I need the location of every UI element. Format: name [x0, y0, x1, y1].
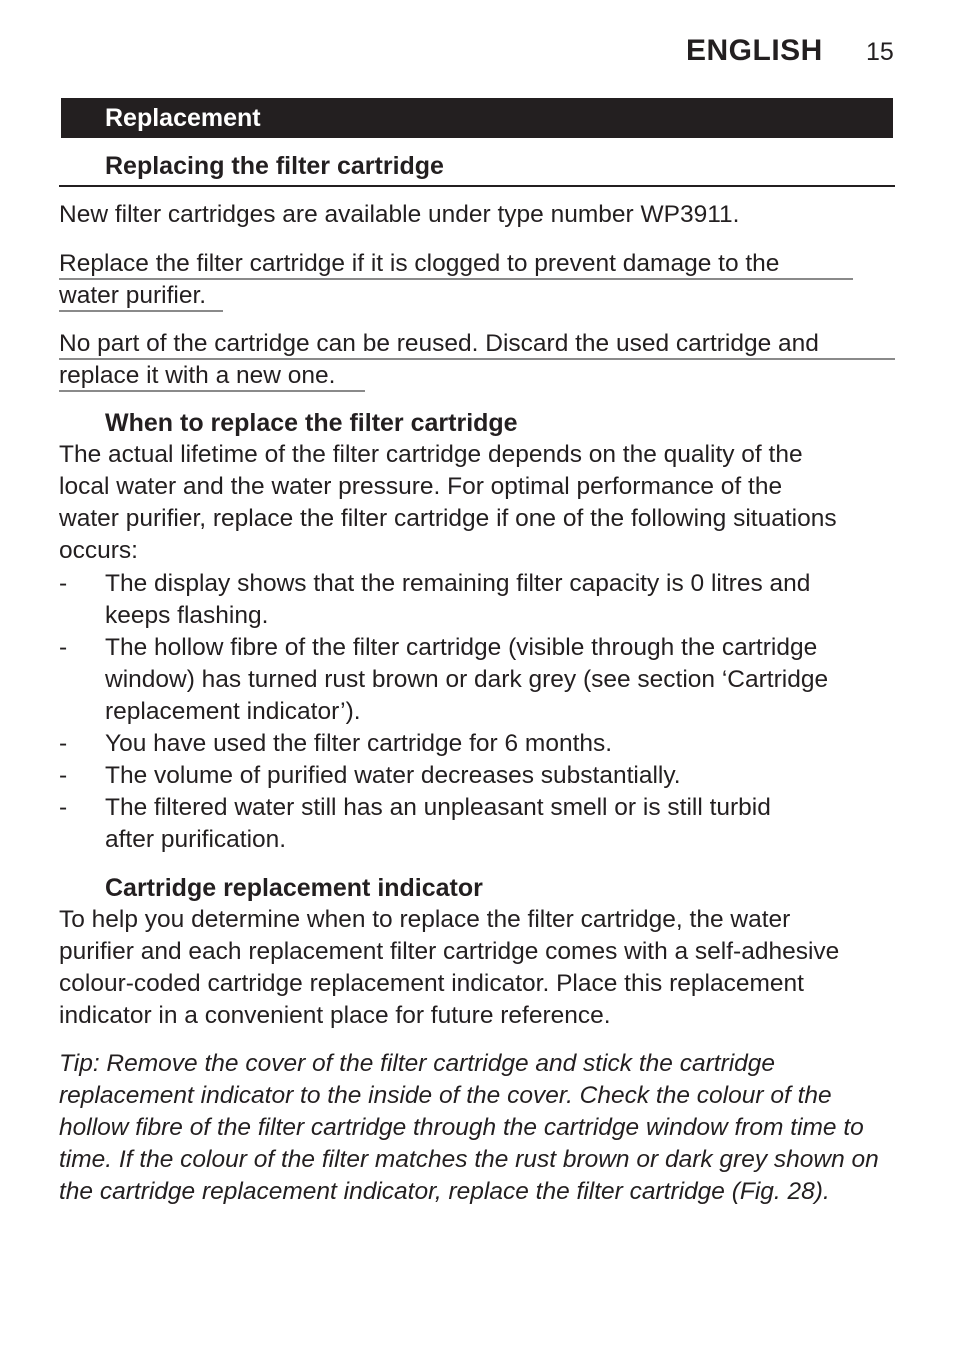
replacing-heading: Replacing the filter cartridge — [105, 152, 444, 180]
list-item-line: The hollow fibre of the filter cartridge (visible through the cartridge — [105, 634, 818, 661]
tip-line: the cartridge replacement indicator, replace the filter cartridge (Fig. 28). — [59, 1178, 830, 1205]
warning-clogged — [59, 248, 853, 312]
indicator-body — [59, 904, 893, 1032]
list-item-line: The filtered water still has an unpleasant smell or is still turbid — [105, 794, 771, 821]
section-title-bar — [61, 98, 893, 138]
list-item-line: after purification. — [105, 826, 287, 853]
list-item-line: window) has turned rust brown or dark grey (see section ‘Cartridge — [105, 666, 829, 693]
list-item — [59, 760, 828, 792]
tip-paragraph — [59, 1048, 879, 1208]
list-item — [59, 728, 828, 760]
replacing-intro — [59, 199, 893, 231]
paragraph-line: To help you determine when to replace the filter cartridge, the water — [59, 906, 791, 933]
paragraph-line: occurs: — [59, 537, 138, 564]
paragraph-line: water purifier, replace the filter cartridge if one of the following situations — [59, 505, 837, 532]
page-number: 15 — [866, 38, 894, 66]
list-item — [59, 632, 828, 728]
indicator-heading: Cartridge replacement indicator — [105, 874, 483, 902]
list-item-line: keeps flashing. — [105, 602, 269, 629]
when-body — [59, 439, 893, 567]
list-item-line: You have used the filter cartridge for 6 months. — [105, 730, 613, 757]
section-title: Replacement — [105, 104, 261, 132]
list-item-line: replacement indicator’). — [105, 698, 361, 725]
language-label: ENGLISH — [686, 34, 823, 67]
tip-line: time. If the colour of the filter matches the rust brown or dark grey shown on — [59, 1146, 879, 1173]
paragraph-line: colour-coded cartridge replacement indicator. Place this replacement — [59, 970, 804, 997]
warning-line: replace it with a new one. — [59, 360, 365, 392]
paragraph-line: local water and the water pressure. For optimal performance of the — [59, 473, 783, 500]
situations-list — [59, 568, 828, 856]
bullet-dash: - — [59, 634, 68, 661]
bullet-dash: - — [59, 730, 68, 757]
list-item-line: The display shows that the remaining filter capacity is 0 litres and — [105, 570, 811, 597]
tip-line: replacement indicator to the inside of the cover. Check the colour of the — [59, 1082, 832, 1109]
list-item — [59, 792, 828, 856]
list-item-line: The volume of purified water decreases substantially. — [105, 762, 681, 789]
tip-line: hollow fibre of the filter cartridge through the cartridge window from time to — [59, 1114, 864, 1141]
warning-line: No part of the cartridge can be reused. Discard the used cartridge and — [59, 328, 895, 360]
warning-line: water purifier. — [59, 280, 223, 312]
bullet-dash: - — [59, 794, 68, 821]
bullet-dash: - — [59, 570, 68, 597]
list-item — [59, 568, 828, 632]
when-heading: When to replace the filter cartridge — [105, 409, 518, 437]
warning-line: Replace the filter cartridge if it is clogged to prevent damage to the — [59, 248, 853, 280]
tip-line: Tip: Remove the cover of the filter cartridge and stick the cartridge — [59, 1050, 776, 1077]
bullet-dash: - — [59, 762, 68, 789]
paragraph-line: New filter cartridges are available under type number WP3911. — [59, 201, 740, 228]
paragraph-line: indicator in a convenient place for future reference. — [59, 1002, 611, 1029]
heading-divider — [59, 185, 895, 187]
paragraph-line: purifier and each replacement filter cartridge comes with a self-adhesive — [59, 938, 840, 965]
warning-reuse — [59, 328, 895, 392]
paragraph-line: The actual lifetime of the filter cartridge depends on the quality of the — [59, 441, 803, 468]
